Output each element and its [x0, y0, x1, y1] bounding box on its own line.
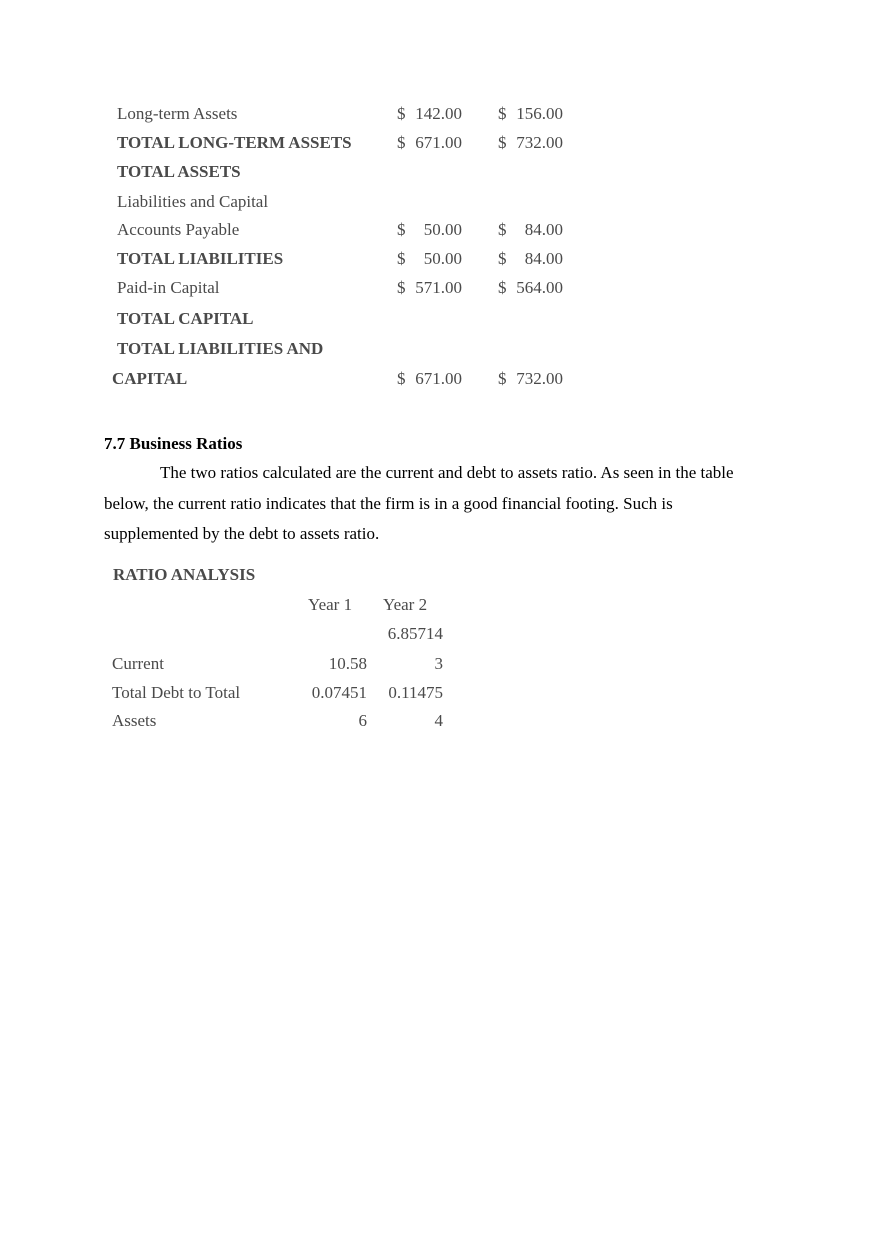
- row-label: TOTAL ASSETS: [117, 162, 241, 181]
- currency-symbol: $: [498, 369, 507, 388]
- year2-value: 564.00: [516, 278, 563, 297]
- year1-value: 142.00: [415, 104, 462, 123]
- row-label: TOTAL LONG-TERM ASSETS: [117, 133, 352, 152]
- year1-value: 50.00: [423, 249, 462, 268]
- paragraph-line: The two ratios calculated are the current and debt to assets ratio. As seen in the table: [160, 463, 734, 482]
- year2-value: 84.00: [524, 220, 563, 239]
- table-cell: 0.11475: [388, 683, 443, 702]
- table-cell: 10.58: [328, 654, 367, 673]
- year2-value: 732.00: [516, 369, 563, 388]
- currency-symbol: $: [397, 220, 406, 239]
- row-label: Accounts Payable: [117, 220, 240, 239]
- table-cell: 6: [358, 711, 367, 730]
- row-label: Paid-in Capital: [117, 278, 220, 297]
- currency-symbol: $: [397, 369, 406, 388]
- table-cell: 4: [434, 711, 443, 730]
- table-cell: 0.07451: [311, 683, 367, 702]
- row-label: TOTAL LIABILITIES AND: [117, 339, 324, 358]
- column-header-year1: Year 1: [308, 595, 353, 614]
- currency-symbol: $: [498, 249, 507, 268]
- currency-symbol: $: [397, 133, 406, 152]
- currency-symbol: $: [498, 104, 507, 123]
- currency-symbol: $: [397, 249, 406, 268]
- currency-symbol: $: [397, 278, 406, 297]
- row-label: CAPITAL: [112, 369, 188, 388]
- currency-symbol: $: [498, 278, 507, 297]
- row-label: TOTAL LIABILITIES: [117, 249, 284, 268]
- table-cell: 6.85714: [387, 624, 443, 643]
- year1-value: 571.00: [415, 278, 462, 297]
- currency-symbol: $: [397, 104, 406, 123]
- currency-symbol: $: [498, 133, 507, 152]
- table-title: RATIO ANALYSIS: [113, 565, 256, 584]
- year1-value: 671.00: [415, 369, 462, 388]
- year1-value: 50.00: [423, 220, 462, 239]
- row-label: Total Debt to Total: [112, 683, 241, 702]
- row-label: TOTAL CAPITAL: [117, 309, 254, 328]
- year2-value: 84.00: [524, 249, 563, 268]
- year2-value: 156.00: [516, 104, 563, 123]
- paragraph-line: supplemented by the debt to assets ratio.: [104, 524, 380, 543]
- currency-symbol: $: [498, 220, 507, 239]
- table-cell: 3: [434, 654, 443, 673]
- row-label: Current: [112, 654, 164, 673]
- row-label: Assets: [112, 711, 157, 730]
- section-heading: 7.7 Business Ratios: [104, 434, 243, 453]
- paragraph-line: below, the current ratio indicates that the firm is in a good financial footing. Such is: [104, 494, 673, 513]
- row-label: Liabilities and Capital: [117, 192, 269, 211]
- year1-value: 671.00: [415, 133, 462, 152]
- column-header-year2: Year 2: [383, 595, 428, 614]
- row-label: Long-term Assets: [117, 104, 238, 123]
- year2-value: 732.00: [516, 133, 563, 152]
